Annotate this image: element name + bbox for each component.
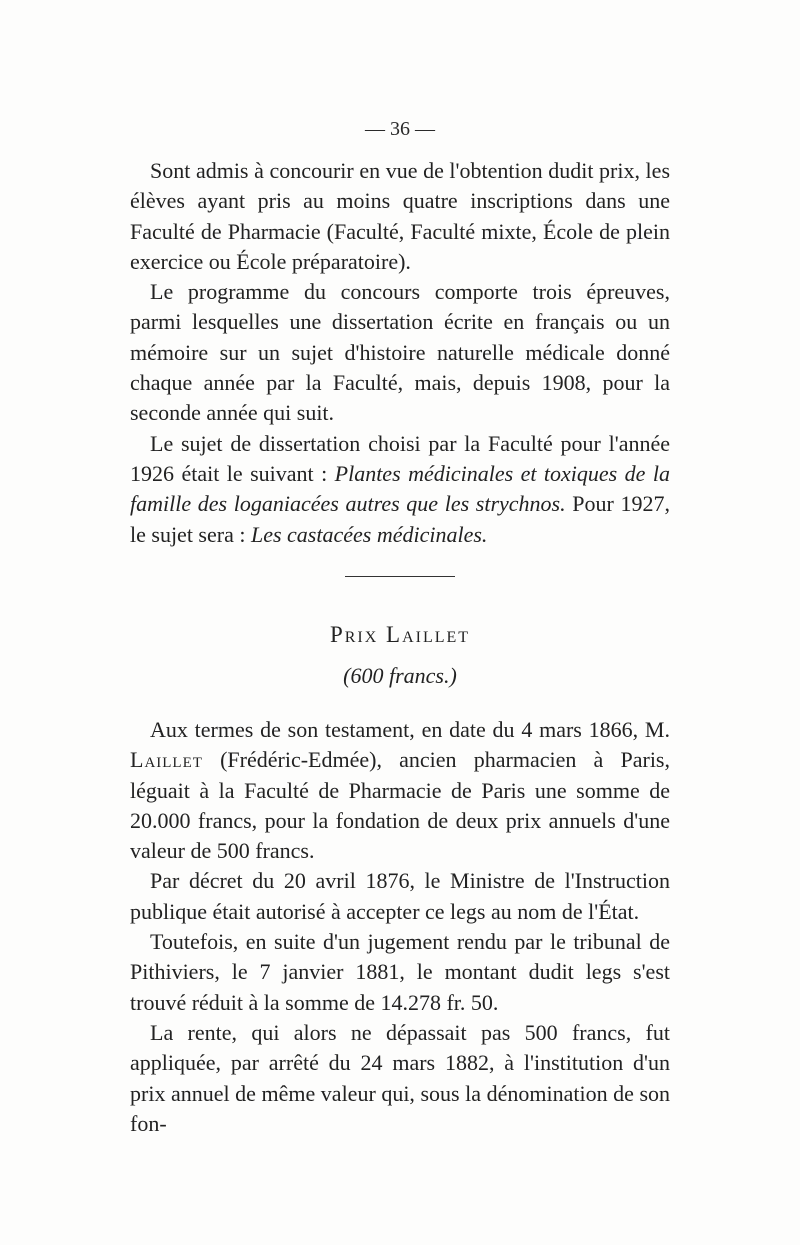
page-number: — 36 — (365, 118, 435, 140)
section-divider (345, 576, 455, 577)
paragraph-admission: Sont admis à concourir en vue de l'obtention dudit prix, les élèves ayant pris au moins quatre inscriptions dans une Faculté de Pharmacie (Faculté, Faculté mixte, École de plein exercice ou École préparatoire). (130, 158, 670, 274)
subject-1926-title: Plantes médicinales et toxiques de la famille des loganiacées autres que les strychnos. (130, 460, 671, 517)
paragraph-programme: Le programme du concours comporte trois épreuves, parmi lesquelles une dissertation écrite en français ou un mémoire sur un sujet d'histoire naturelle médicale donné chaque année par la Faculté, mais, depuis 1908, pour la seconde année qui suit. (130, 279, 670, 426)
subject-1927-title: Les castacées médicinales. (250, 521, 488, 547)
subject-intro-text: Le sujet de dissertation choisi par la Faculté pour l'année 1926 était le suivant : (130, 430, 670, 486)
paragraph-subject (130, 429, 670, 550)
testament-body-text: (Frédéric-Edmée), ancien pharmacien à Paris, léguait à la Faculté de Pharmacie de Paris une somme de 20.000 francs, pour la fondation de deux prix annuels d'une valeur de 500 francs. (130, 747, 670, 864)
paragraph-testament (130, 715, 670, 866)
paragraph-judgment: Toutefois, en suite d'un jugement rendu par le tribunal de Pithiviers, le 7 janvier 1881, le montant dudit legs s'est trouvé réduit à la somme de 14.278 fr. 50. (130, 929, 670, 1015)
section-subtitle: (600 francs.) (343, 663, 457, 688)
testament-intro-text: Aux termes de son testament, en date du 4 mars 1866, M. (150, 717, 670, 742)
paragraph-decree: Par décret du 20 avril 1876, le Ministre de l'Instruction publique était autorisé à accepter ce legs au nom de l'État. (130, 868, 670, 924)
text-block-bottom (130, 715, 670, 1139)
subject-middle-text: Pour 1927, le sujet sera : (130, 491, 670, 547)
testator-name: Laillet (130, 747, 203, 773)
paragraph-rente: La rente, qui alors ne dépassait pas 500 francs, fut appliquée, par arrêté du 24 mars 1882, à l'institution d'un prix annuel de même valeur qui, sous la dénomination de son fon- (130, 1019, 670, 1136)
text-block-top (130, 156, 670, 550)
section-title: Prix Laillet (329, 622, 471, 647)
